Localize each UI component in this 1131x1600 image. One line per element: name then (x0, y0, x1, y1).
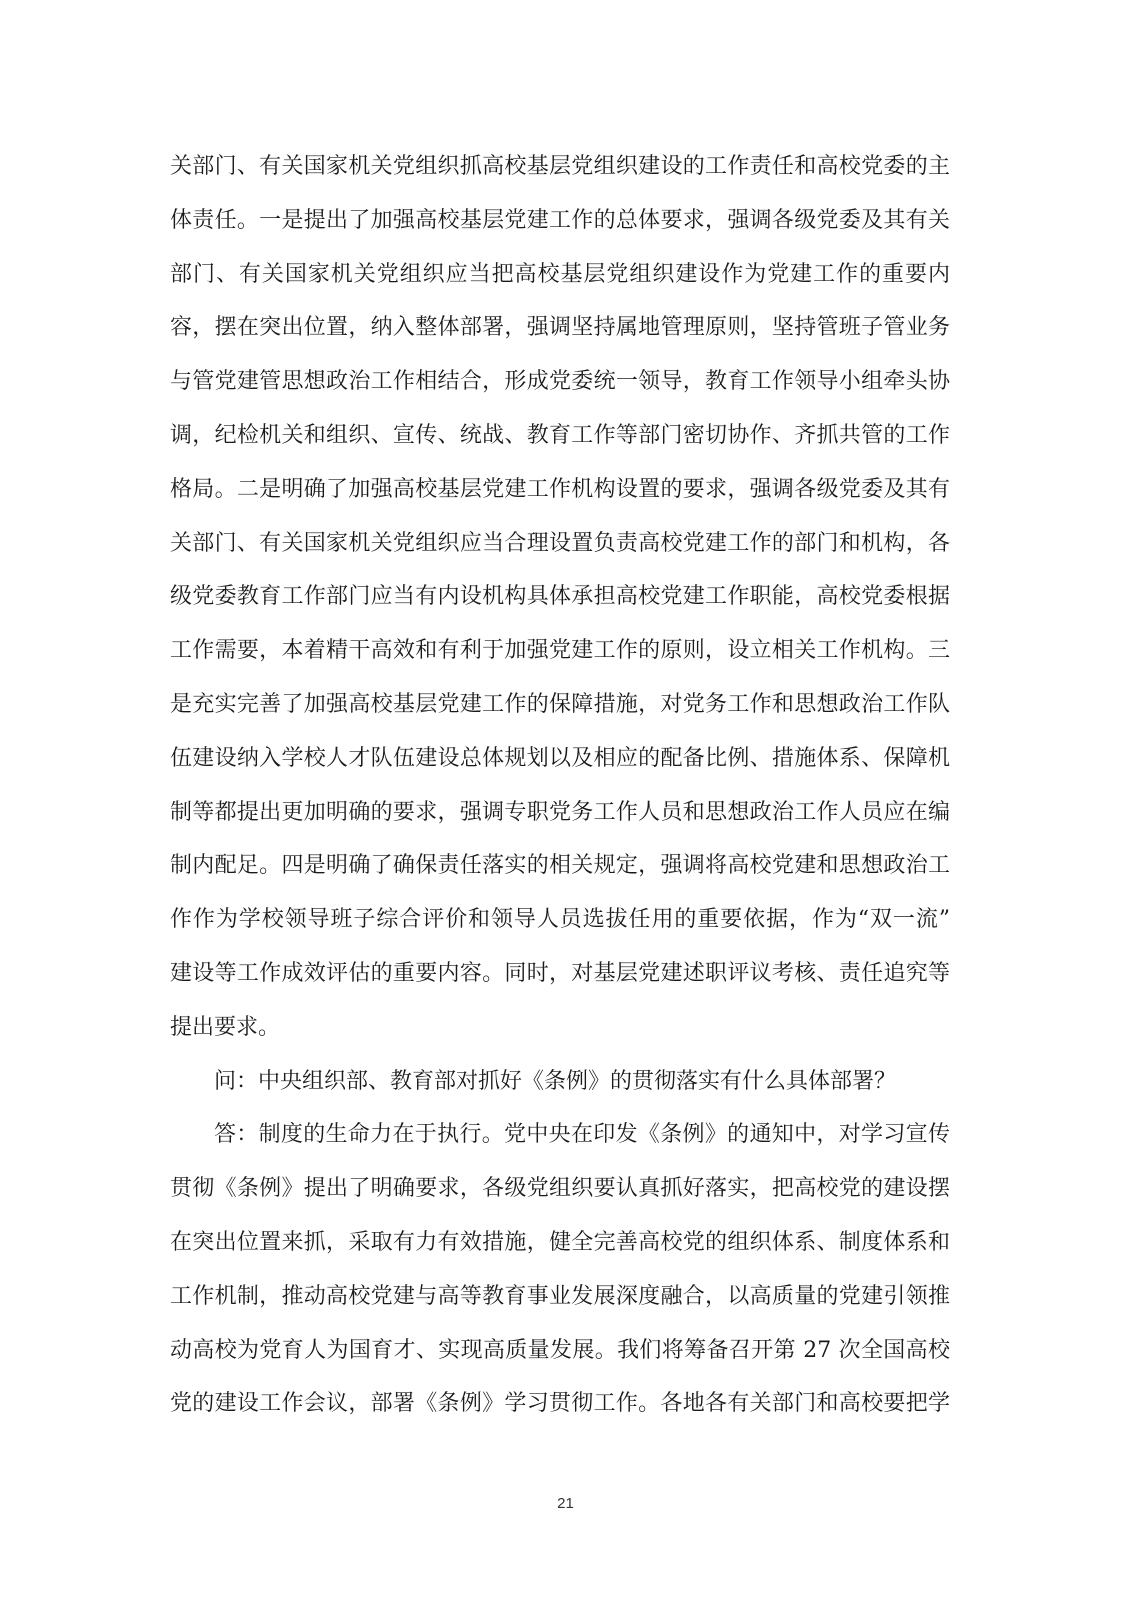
text-line: 答：制度的生命力在于执行。党中央在印发《条例》的通知中，对学习宣传 (214, 1122, 950, 1148)
text-line: 关部门、有关国家机关党组织抓高校基层党组织建设的工作责任和高校党委的主 (170, 154, 950, 179)
text-line: 调，纪检机关和组织、宣传、统战、教育工作等部门密切协作、齐抓共管的工作 (170, 422, 950, 448)
text-line: 是充实完善了加强高校基层党建工作的保障措施，对党务工作和思想政治工作队 (170, 691, 950, 717)
text-line: 体责任。一是提出了加强高校基层党建工作的总体要求，强调各级党委及其有关 (170, 207, 950, 233)
text-line: 工作需要，本着精干高效和有利于加强党建工作的原则，设立相关工作机构。三 (170, 638, 950, 664)
text-line: 贯彻《条例》提出了明确要求，各级党组织要认真抓好落实，把高校党的建设摆 (170, 1176, 950, 1202)
text-line: 关部门、有关国家机关党组织应当合理设置负责高校党建工作的部门和机构，各 (170, 530, 950, 556)
text-line: 作作为学校领导班子综合评价和领导人员选拔任用的重要依据，作为“双一流” (170, 907, 950, 933)
text-line: 提出要求。 (170, 1014, 281, 1040)
page-number: 21 (557, 1495, 574, 1512)
text-line: 工作机制，推动高校党建与高等教育事业发展深度融合，以高质量的党建引领推 (170, 1283, 950, 1309)
text-line: 与管党建管思想政治工作相结合，形成党委统一领导，教育工作领导小组牵头协 (170, 369, 950, 395)
text-line: 伍建设纳入学校人才队伍建设总体规划以及相应的配备比例、措施体系、保障机 (170, 745, 950, 771)
text-line: 建设等工作成效评估的重要内容。同时，对基层党建述职评议考核、责任追究等 (170, 960, 950, 986)
document-body (170, 140, 950, 1431)
text-line: 格局。二是明确了加强高校基层党建工作机构设置的要求，强调各级党委及其有 (170, 476, 950, 502)
text-line: 党的建设工作会议，部署《条例》学习贯彻工作。各地各有关部门和高校要把学 (170, 1391, 950, 1417)
text-line: 制内配足。四是明确了确保责任落实的相关规定，强调将高校党建和思想政治工 (170, 853, 950, 879)
text-line: 部门、有关国家机关党组织应当把高校基层党组织建设作为党建工作的重要内 (170, 261, 950, 287)
text-line: 问：中央组织部、教育部对抓好《条例》的贯彻落实有什么具体部署？ (214, 1068, 897, 1094)
text-line: 动高校为党育人为国育才、实现高质量发展。我们将筹备召开第 27 次全国高校 (170, 1337, 950, 1363)
text-line: 容，摆在突出位置，纳入整体部署，强调坚持属地管理原则，坚持管班子管业务 (170, 315, 950, 341)
text-line: 制等都提出更加明确的要求，强调专职党务工作人员和思想政治工作人员应在编 (170, 799, 950, 825)
text-line: 级党委教育工作部门应当有内设机构具体承担高校党建工作职能，高校党委根据 (170, 584, 950, 610)
text-line: 在突出位置来抓，采取有力有效措施，健全完善高校党的组织体系、制度体系和 (170, 1229, 950, 1255)
